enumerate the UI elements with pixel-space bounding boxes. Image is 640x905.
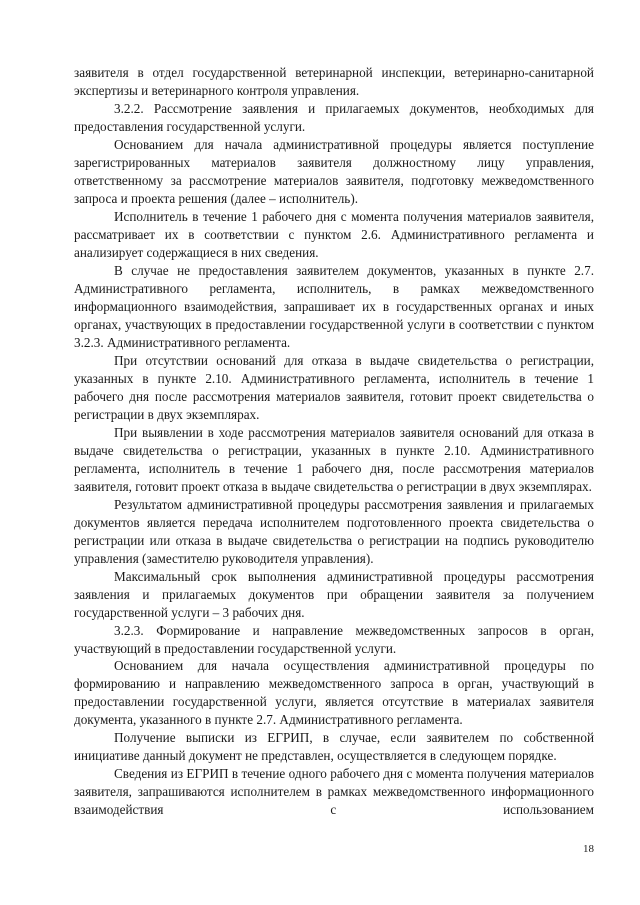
page-number: 18 xyxy=(583,843,594,855)
paragraph: Исполнитель в течение 1 рабочего дня с момента получения материалов заявителя, рассматривает их в соответствии с пунктом 2.6. Административного регламента и анализирует содержащиеся в них сведения. xyxy=(74,208,594,260)
paragraph: Результатом административной процедуры рассмотрения заявления и прилагаемых документов является передача исполнителем подготовленного проекта свидетельства о регистрации или отказа в выдаче свидетельства о регистрации на подпись руководителю управления (заместителю руководителя управления). xyxy=(74,496,594,566)
paragraph-continued: Сведения из ЕГРИП в течение одного рабочего дня с момента получения материалов заявителя, запрашиваются исполнителем в рамках межведомственного информационного взаимодействия с использованием xyxy=(74,766,594,818)
paragraph: Максимальный срок выполнения административной процедуры рассмотрения заявления и прилагаемых документов при обращении заявителя за получением государственной услуги – 3 рабочих дня. xyxy=(74,568,594,620)
paragraph: заявителя в отдел государственной ветеринарной инспекции, ветеринарно-санитарной экспертизы и ветеринарного контроля управления. xyxy=(74,65,594,98)
paragraph: Основанием для начала осуществления административной процедуры по формированию и направлению межведомственного запроса в орган, участвующий в предоставлении государственной услуги, является отсутствие в материалах заявителя документа, указанного в пункте 2.7. Административного регламента. xyxy=(74,658,594,728)
paragraph: В случае не предоставления заявителем документов, указанных в пункте 2.7. Административного регламента, исполнитель, в рамках межведомственного информационного взаимодействия, запрашивает их в государственных органах и иных органах, участвующих в предоставлении государственной услуги в соответствии с пунктом 3.2.3. Административного регламента. xyxy=(74,262,594,350)
paragraph: При выявлении в ходе рассмотрения материалов заявителя оснований для отказа в выдаче свидетельства о регистрации, указанных в пункте 2.10. Административного регламента, исполнитель в течение 1 рабочего дня, после рассмотрения материалов заявителя, готовит проект отказа в выдаче свидетельства о регистрации в двух экземплярах. xyxy=(74,424,594,494)
section-heading-3-2-3: 3.2.3. Формирование и направление межведомственных запросов в орган, участвующий в предоставлении государственной услуги. xyxy=(74,622,594,656)
paragraph: При отсутствии оснований для отказа в выдаче свидетельства о регистрации, указанных в пункте 2.10. Административного регламента, исполнитель в течение 1 рабочего дня после рассмотрения материалов заявителя, готовит проект свидетельства о регистрации в двух экземплярах. xyxy=(74,352,594,422)
paragraph: Основанием для начала административной процедуры является поступление зарегистрированных материалов заявителя должностному лицу управления, ответственному за рассмотрение материалов заявителя, подготовку межведомственного запроса и проекта решения (далее – исполнитель). xyxy=(74,136,594,206)
paragraph: Получение выписки из ЕГРИП, в случае, если заявителем по собственной инициативе данный документ не представлен, осуществляется в следующем порядке. xyxy=(74,730,594,764)
document-body xyxy=(74,64,594,819)
section-heading-3-2-2: 3.2.2. Рассмотрение заявления и прилагаемых документов, необходимых для предоставления государственной услуги. xyxy=(74,100,594,134)
